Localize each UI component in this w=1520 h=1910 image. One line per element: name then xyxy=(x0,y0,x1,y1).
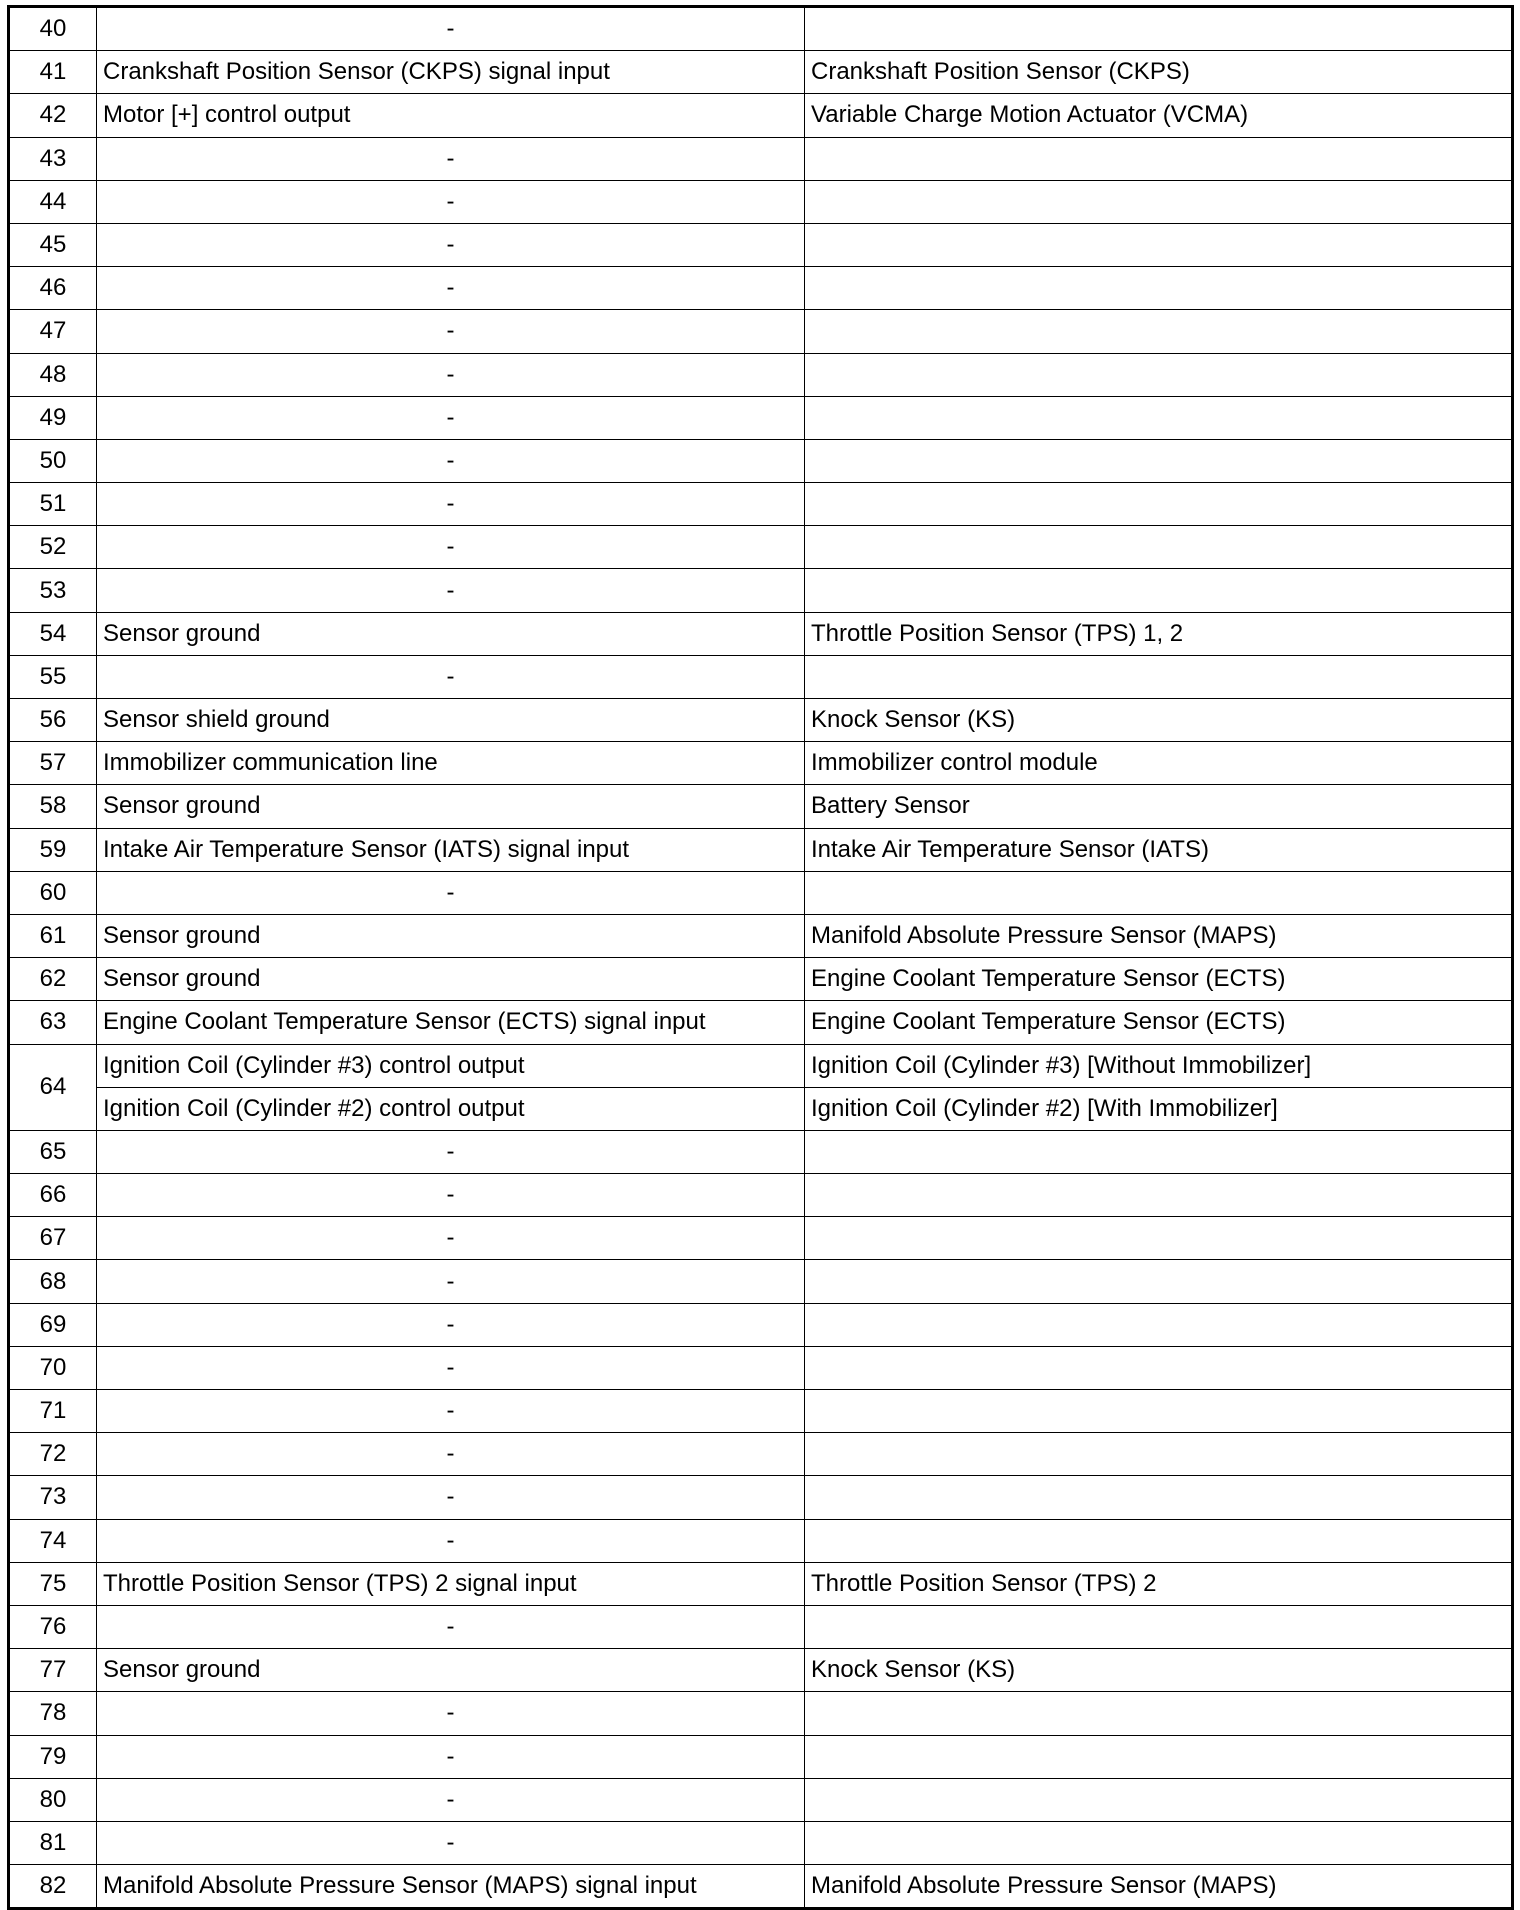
pin-description: - xyxy=(97,1303,805,1346)
pin-description: - xyxy=(97,137,805,180)
connected-component: Variable Charge Motion Actuator (VCMA) xyxy=(805,94,1513,137)
connected-component xyxy=(805,396,1513,439)
pin-number: 50 xyxy=(9,439,97,482)
connected-component: Immobilizer control module xyxy=(805,742,1513,785)
connected-component: Manifold Absolute Pressure Sensor (MAPS) xyxy=(805,914,1513,957)
pin-description: - xyxy=(97,655,805,698)
connected-component xyxy=(805,1346,1513,1389)
connected-component: Engine Coolant Temperature Sensor (ECTS) xyxy=(805,958,1513,1001)
pin-description: - xyxy=(97,1390,805,1433)
table-row xyxy=(9,483,1513,526)
pin-description: - xyxy=(97,396,805,439)
table-row xyxy=(9,51,1513,94)
table-row xyxy=(9,1303,1513,1346)
table-row xyxy=(9,7,1513,51)
table-row xyxy=(9,1346,1513,1389)
table-row xyxy=(9,1217,1513,1260)
connected-component xyxy=(805,1692,1513,1735)
connected-component: Ignition Coil (Cylinder #2) [With Immobilizer] xyxy=(805,1087,1513,1130)
pin-description: - xyxy=(97,1735,805,1778)
pin-description: - xyxy=(97,1130,805,1173)
pin-description: Crankshaft Position Sensor (CKPS) signal input xyxy=(97,51,805,94)
pin-number: 74 xyxy=(9,1519,97,1562)
pin-description: Throttle Position Sensor (TPS) 2 signal input xyxy=(97,1562,805,1605)
table-row xyxy=(9,94,1513,137)
connected-component xyxy=(805,1174,1513,1217)
table-row xyxy=(9,1519,1513,1562)
pin-number: 80 xyxy=(9,1778,97,1821)
connected-component xyxy=(805,1821,1513,1864)
table-row xyxy=(9,267,1513,310)
pin-description: - xyxy=(97,353,805,396)
pin-description: - xyxy=(97,1346,805,1389)
table-row xyxy=(9,569,1513,612)
pin-number: 57 xyxy=(9,742,97,785)
pin-description: - xyxy=(97,7,805,51)
table-row xyxy=(9,1821,1513,1864)
pin-description: Motor [+] control output xyxy=(97,94,805,137)
connected-component xyxy=(805,180,1513,223)
connected-component: Engine Coolant Temperature Sensor (ECTS) xyxy=(805,1001,1513,1044)
pin-number: 42 xyxy=(9,94,97,137)
connected-component xyxy=(805,353,1513,396)
pin-number: 41 xyxy=(9,51,97,94)
pin-number: 73 xyxy=(9,1476,97,1519)
pin-description: - xyxy=(97,483,805,526)
pin-description: - xyxy=(97,223,805,266)
pin-description: - xyxy=(97,1605,805,1648)
pin-description: Engine Coolant Temperature Sensor (ECTS) signal input xyxy=(97,1001,805,1044)
pin-description: Sensor ground xyxy=(97,612,805,655)
pin-number: 72 xyxy=(9,1433,97,1476)
table-row xyxy=(9,958,1513,1001)
table-row xyxy=(9,1087,1513,1130)
pin-number: 45 xyxy=(9,223,97,266)
connected-component xyxy=(805,526,1513,569)
pin-description: - xyxy=(97,1519,805,1562)
table-row xyxy=(9,396,1513,439)
pin-description: - xyxy=(97,569,805,612)
table-row xyxy=(9,180,1513,223)
connected-component: Throttle Position Sensor (TPS) 1, 2 xyxy=(805,612,1513,655)
table-row xyxy=(9,1692,1513,1735)
connected-component: Manifold Absolute Pressure Sensor (MAPS) xyxy=(805,1865,1513,1909)
pin-function-table xyxy=(7,5,1514,1910)
table-row xyxy=(9,1605,1513,1648)
connected-component xyxy=(805,267,1513,310)
pin-description: Sensor ground xyxy=(97,785,805,828)
pin-number: 78 xyxy=(9,1692,97,1735)
connected-component xyxy=(805,569,1513,612)
connected-component: Battery Sensor xyxy=(805,785,1513,828)
table-row xyxy=(9,1735,1513,1778)
pin-description: Immobilizer communication line xyxy=(97,742,805,785)
pin-description: - xyxy=(97,1778,805,1821)
pin-description: - xyxy=(97,310,805,353)
pin-number: 82 xyxy=(9,1865,97,1909)
table-row xyxy=(9,1390,1513,1433)
pin-description: Ignition Coil (Cylinder #3) control output xyxy=(97,1044,805,1087)
pin-number: 69 xyxy=(9,1303,97,1346)
pin-number: 40 xyxy=(9,7,97,51)
pin-description: - xyxy=(97,1476,805,1519)
table-row xyxy=(9,1649,1513,1692)
pin-number: 47 xyxy=(9,310,97,353)
table-row xyxy=(9,699,1513,742)
pin-description: - xyxy=(97,439,805,482)
pin-number: 43 xyxy=(9,137,97,180)
pin-number: 70 xyxy=(9,1346,97,1389)
table-row xyxy=(9,914,1513,957)
pin-description: Intake Air Temperature Sensor (IATS) signal input xyxy=(97,828,805,871)
connected-component: Crankshaft Position Sensor (CKPS) xyxy=(805,51,1513,94)
pin-number: 58 xyxy=(9,785,97,828)
pin-description: Ignition Coil (Cylinder #2) control output xyxy=(97,1087,805,1130)
pin-number: 76 xyxy=(9,1605,97,1648)
connected-component xyxy=(805,1476,1513,1519)
pin-number: 68 xyxy=(9,1260,97,1303)
pin-number: 52 xyxy=(9,526,97,569)
pin-number: 49 xyxy=(9,396,97,439)
pin-description: - xyxy=(97,1174,805,1217)
connected-component xyxy=(805,310,1513,353)
table-row xyxy=(9,742,1513,785)
pin-description: - xyxy=(97,1821,805,1864)
table-row xyxy=(9,612,1513,655)
pin-number: 79 xyxy=(9,1735,97,1778)
pin-description: Manifold Absolute Pressure Sensor (MAPS) signal input xyxy=(97,1865,805,1909)
pin-number: 60 xyxy=(9,871,97,914)
pin-number: 55 xyxy=(9,655,97,698)
connected-component xyxy=(805,1303,1513,1346)
table-row xyxy=(9,526,1513,569)
table-row xyxy=(9,353,1513,396)
connected-component xyxy=(805,1260,1513,1303)
pin-description: Sensor ground xyxy=(97,1649,805,1692)
pin-number: 75 xyxy=(9,1562,97,1605)
pin-number: 53 xyxy=(9,569,97,612)
pin-description: - xyxy=(97,1260,805,1303)
pin-number: 48 xyxy=(9,353,97,396)
connected-component xyxy=(805,1605,1513,1648)
pin-description: - xyxy=(97,1433,805,1476)
connected-component xyxy=(805,1130,1513,1173)
connected-component xyxy=(805,1433,1513,1476)
pin-number: 51 xyxy=(9,483,97,526)
pin-description: - xyxy=(97,871,805,914)
pin-description: Sensor shield ground xyxy=(97,699,805,742)
pin-number: 81 xyxy=(9,1821,97,1864)
table-row xyxy=(9,1778,1513,1821)
pin-number: 54 xyxy=(9,612,97,655)
pin-number: 77 xyxy=(9,1649,97,1692)
table-row xyxy=(9,1865,1513,1909)
table-row xyxy=(9,655,1513,698)
pin-number: 59 xyxy=(9,828,97,871)
connected-component xyxy=(805,1778,1513,1821)
connected-component xyxy=(805,223,1513,266)
connected-component xyxy=(805,1519,1513,1562)
pin-number: 71 xyxy=(9,1390,97,1433)
pin-description: - xyxy=(97,180,805,223)
pin-description: - xyxy=(97,526,805,569)
table-row xyxy=(9,1044,1513,1087)
table-row xyxy=(9,871,1513,914)
pin-description: - xyxy=(97,267,805,310)
table-row xyxy=(9,310,1513,353)
pin-number: 61 xyxy=(9,914,97,957)
pin-number: 62 xyxy=(9,958,97,1001)
pin-number: 63 xyxy=(9,1001,97,1044)
table-row xyxy=(9,1001,1513,1044)
pin-number: 46 xyxy=(9,267,97,310)
connected-component: Knock Sensor (KS) xyxy=(805,1649,1513,1692)
connected-component xyxy=(805,137,1513,180)
pin-description: Sensor ground xyxy=(97,914,805,957)
connected-component: Ignition Coil (Cylinder #3) [Without Immobilizer] xyxy=(805,1044,1513,1087)
connected-component xyxy=(805,1217,1513,1260)
pin-description: Sensor ground xyxy=(97,958,805,1001)
pin-number: 44 xyxy=(9,180,97,223)
table-row xyxy=(9,137,1513,180)
connected-component xyxy=(805,871,1513,914)
connected-component xyxy=(805,7,1513,51)
table-row xyxy=(9,1562,1513,1605)
connected-component: Throttle Position Sensor (TPS) 2 xyxy=(805,1562,1513,1605)
table-row xyxy=(9,1433,1513,1476)
connected-component xyxy=(805,1390,1513,1433)
connected-component: Intake Air Temperature Sensor (IATS) xyxy=(805,828,1513,871)
table-row xyxy=(9,785,1513,828)
pin-table-body xyxy=(9,7,1513,1909)
table-row xyxy=(9,439,1513,482)
pin-description: - xyxy=(97,1692,805,1735)
pin-number: 65 xyxy=(9,1130,97,1173)
connected-component: Knock Sensor (KS) xyxy=(805,699,1513,742)
pin-number: 64 xyxy=(9,1044,97,1130)
pin-number: 56 xyxy=(9,699,97,742)
pin-description: - xyxy=(97,1217,805,1260)
connected-component xyxy=(805,655,1513,698)
table-row xyxy=(9,1476,1513,1519)
table-row xyxy=(9,1130,1513,1173)
pin-number: 67 xyxy=(9,1217,97,1260)
pin-number: 66 xyxy=(9,1174,97,1217)
table-row xyxy=(9,828,1513,871)
connected-component xyxy=(805,483,1513,526)
table-row xyxy=(9,1174,1513,1217)
table-row xyxy=(9,1260,1513,1303)
table-row xyxy=(9,223,1513,266)
connected-component xyxy=(805,1735,1513,1778)
connected-component xyxy=(805,439,1513,482)
